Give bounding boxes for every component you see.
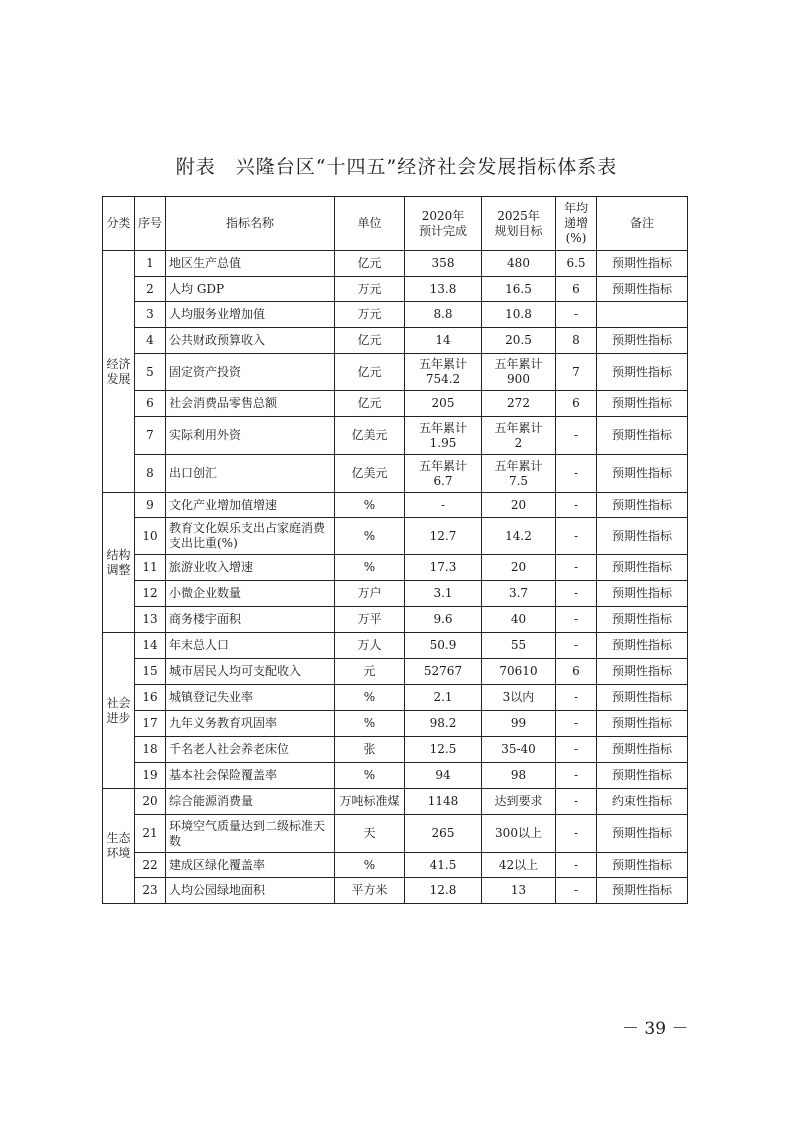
seq-cell: 6 [135, 391, 166, 417]
growth-cell: - [556, 815, 597, 853]
value-2020-cell: 13.8 [405, 277, 482, 302]
note-cell: 约束性指标 [597, 789, 688, 815]
seq-cell: 23 [135, 878, 166, 904]
unit-cell: 张 [335, 737, 405, 763]
seq-cell: 2 [135, 277, 166, 302]
table-row [103, 878, 688, 904]
growth-cell: - [556, 518, 597, 555]
value-2025-cell: 20 [482, 555, 556, 581]
note-cell: 预期性指标 [597, 277, 688, 302]
unit-cell: 亿元 [335, 251, 405, 277]
name-cell: 九年义务教育巩固率 [166, 711, 335, 737]
note-cell: 预期性指标 [597, 607, 688, 633]
value-2025-cell: 五年累计 2 [482, 417, 556, 455]
name-cell: 千名老人社会养老床位 [166, 737, 335, 763]
unit-cell: 万平 [335, 607, 405, 633]
note-cell: 预期性指标 [597, 711, 688, 737]
name-cell: 年末总人口 [166, 633, 335, 659]
unit-cell: % [335, 555, 405, 581]
header-seq: 序号 [135, 197, 166, 251]
note-cell: 预期性指标 [597, 455, 688, 493]
value-2020-cell: 9.6 [405, 607, 482, 633]
growth-cell: 6 [556, 277, 597, 302]
name-cell: 固定资产投资 [166, 354, 335, 391]
growth-cell: - [556, 417, 597, 455]
growth-cell: - [556, 878, 597, 904]
unit-cell: 元 [335, 659, 405, 685]
growth-cell: 8 [556, 328, 597, 354]
value-2025-cell: 55 [482, 633, 556, 659]
value-2025-cell: 40 [482, 607, 556, 633]
growth-cell: - [556, 633, 597, 659]
value-2020-cell: 205 [405, 391, 482, 417]
table-body [103, 251, 688, 904]
name-cell: 城市居民人均可支配收入 [166, 659, 335, 685]
note-cell [597, 302, 688, 328]
seq-cell: 11 [135, 555, 166, 581]
name-cell: 公共财政预算收入 [166, 328, 335, 354]
table-row [103, 493, 688, 518]
header-category: 分类 [103, 197, 135, 251]
value-2025-cell: 70610 [482, 659, 556, 685]
table-row [103, 555, 688, 581]
name-cell: 环境空气质量达到二级标准天数 [166, 815, 335, 853]
value-2020-cell: 五年累计 6.7 [405, 455, 482, 493]
category-label: 环境 [106, 846, 131, 860]
seq-cell: 1 [135, 251, 166, 277]
growth-cell: 7 [556, 354, 597, 391]
value-2020-cell: 41.5 [405, 853, 482, 878]
value-2020-cell: 2.1 [405, 685, 482, 711]
note-cell: 预期性指标 [597, 518, 688, 555]
seq-cell: 17 [135, 711, 166, 737]
seq-cell: 14 [135, 633, 166, 659]
header-name: 指标名称 [166, 197, 335, 251]
table-row [103, 581, 688, 607]
seq-cell: 20 [135, 789, 166, 815]
note-cell: 预期性指标 [597, 493, 688, 518]
value-2020-cell: 1148 [405, 789, 482, 815]
category-label: 社会 [106, 695, 131, 710]
note-cell: 预期性指标 [597, 853, 688, 878]
seq-cell: 16 [135, 685, 166, 711]
unit-cell: 万户 [335, 581, 405, 607]
header-note: 备注 [597, 197, 688, 251]
growth-cell: - [556, 763, 597, 789]
value-2020-cell: 五年累计 754.2 [405, 354, 482, 391]
growth-cell: - [556, 711, 597, 737]
value-2020-cell: 五年累计 1.95 [405, 417, 482, 455]
name-cell: 实际利用外资 [166, 417, 335, 455]
name-cell: 地区生产总值 [166, 251, 335, 277]
table-row [103, 328, 688, 354]
table-row [103, 711, 688, 737]
value-2020-cell: 50.9 [405, 633, 482, 659]
header-growth: 年均 递增 (%) [556, 197, 597, 251]
value-2020-cell: 3.1 [405, 581, 482, 607]
value-2025-cell: 13 [482, 878, 556, 904]
value-2025-cell: 五年累计 7.5 [482, 455, 556, 493]
seq-cell: 19 [135, 763, 166, 789]
value-2025-cell: 35-40 [482, 737, 556, 763]
category-label: 调整 [106, 562, 131, 577]
name-cell: 人均 GDP [166, 277, 335, 302]
category-cell [103, 251, 135, 493]
table-row [103, 633, 688, 659]
value-2025-cell: 14.2 [482, 518, 556, 555]
unit-cell: 万元 [335, 277, 405, 302]
page-title: 附表 兴隆台区“十四五”经济社会发展指标体系表 [175, 156, 618, 178]
value-2020-cell: 98.2 [405, 711, 482, 737]
note-cell: 预期性指标 [597, 391, 688, 417]
unit-cell: 万元 [335, 302, 405, 328]
table-row [103, 789, 688, 815]
value-2025-cell: 99 [482, 711, 556, 737]
value-2025-cell: 20.5 [482, 328, 556, 354]
unit-cell: 亿元 [335, 391, 405, 417]
note-cell: 预期性指标 [597, 878, 688, 904]
growth-cell: - [556, 493, 597, 518]
table-row [103, 518, 688, 555]
value-2020-cell: 14 [405, 328, 482, 354]
note-cell: 预期性指标 [597, 763, 688, 789]
growth-cell: - [556, 685, 597, 711]
value-2020-cell: 17.3 [405, 555, 482, 581]
unit-cell: 亿元 [335, 328, 405, 354]
name-cell: 人均公园绿地面积 [166, 878, 335, 904]
growth-cell: - [556, 455, 597, 493]
indicator-table [102, 196, 688, 904]
growth-cell: 6 [556, 391, 597, 417]
growth-cell: - [556, 607, 597, 633]
name-cell: 综合能源消费量 [166, 789, 335, 815]
growth-cell: - [556, 302, 597, 328]
value-2020-cell: 358 [405, 251, 482, 277]
growth-cell: - [556, 853, 597, 878]
value-2020-cell: 52767 [405, 659, 482, 685]
seq-cell: 4 [135, 328, 166, 354]
value-2025-cell: 3.7 [482, 581, 556, 607]
table-row [103, 417, 688, 455]
category-label: 发展 [106, 371, 131, 386]
category-label: 进步 [106, 710, 131, 725]
growth-cell: 6 [556, 659, 597, 685]
name-cell: 人均服务业增加值 [166, 302, 335, 328]
category-label: 结构 [106, 547, 131, 562]
table-row [103, 763, 688, 789]
name-cell: 旅游业收入增速 [166, 555, 335, 581]
growth-cell: - [556, 789, 597, 815]
note-cell: 预期性指标 [597, 251, 688, 277]
name-cell: 建成区绿化覆盖率 [166, 853, 335, 878]
table-row [103, 277, 688, 302]
unit-cell: 天 [335, 815, 405, 853]
growth-cell: - [556, 555, 597, 581]
seq-cell: 10 [135, 518, 166, 555]
value-2025-cell: 20 [482, 493, 556, 518]
unit-cell: 万吨标准煤 [335, 789, 405, 815]
seq-cell: 21 [135, 815, 166, 853]
value-2025-cell: 五年累计 900 [482, 354, 556, 391]
value-2025-cell: 达到要求 [482, 789, 556, 815]
unit-cell: % [335, 711, 405, 737]
value-2020-cell: 12.8 [405, 878, 482, 904]
name-cell: 城镇登记失业率 [166, 685, 335, 711]
category-label: 生态 [106, 831, 131, 845]
name-cell: 教育文化娱乐支出占家庭消费支出比重(%) [166, 518, 335, 555]
note-cell: 预期性指标 [597, 685, 688, 711]
value-2025-cell: 42以上 [482, 853, 556, 878]
header-row [103, 197, 688, 251]
seq-cell: 7 [135, 417, 166, 455]
value-2025-cell: 300以上 [482, 815, 556, 853]
value-2020-cell: 265 [405, 815, 482, 853]
name-cell: 社会消费品零售总额 [166, 391, 335, 417]
table-row [103, 302, 688, 328]
name-cell: 商务楼宇面积 [166, 607, 335, 633]
note-cell: 预期性指标 [597, 815, 688, 853]
growth-cell: - [556, 737, 597, 763]
unit-cell: % [335, 685, 405, 711]
table-row [103, 853, 688, 878]
page-number: － 39 － [622, 1019, 689, 1039]
note-cell: 预期性指标 [597, 417, 688, 455]
header-2020: 2020年 预计完成 [405, 197, 482, 251]
seq-cell: 12 [135, 581, 166, 607]
table-row [103, 391, 688, 417]
category-label: 经济 [106, 356, 131, 371]
note-cell: 预期性指标 [597, 328, 688, 354]
note-cell: 预期性指标 [597, 581, 688, 607]
seq-cell: 22 [135, 853, 166, 878]
value-2020-cell: 12.5 [405, 737, 482, 763]
unit-cell: 平方米 [335, 878, 405, 904]
table-row [103, 815, 688, 853]
value-2025-cell: 272 [482, 391, 556, 417]
unit-cell: % [335, 763, 405, 789]
table-row [103, 607, 688, 633]
table-row [103, 455, 688, 493]
value-2020-cell: 12.7 [405, 518, 482, 555]
value-2025-cell: 10.8 [482, 302, 556, 328]
seq-cell: 3 [135, 302, 166, 328]
value-2020-cell: - [405, 493, 482, 518]
note-cell: 预期性指标 [597, 555, 688, 581]
note-cell: 预期性指标 [597, 354, 688, 391]
unit-cell: 亿元 [335, 354, 405, 391]
unit-cell: % [335, 493, 405, 518]
table-row [103, 659, 688, 685]
value-2025-cell: 3以内 [482, 685, 556, 711]
name-cell: 小微企业数量 [166, 581, 335, 607]
seq-cell: 8 [135, 455, 166, 493]
growth-cell: - [556, 581, 597, 607]
table-row [103, 354, 688, 391]
name-cell: 文化产业增加值增速 [166, 493, 335, 518]
category-cell [103, 493, 135, 633]
note-cell: 预期性指标 [597, 633, 688, 659]
unit-cell: 亿美元 [335, 417, 405, 455]
header-2025: 2025年 规划目标 [482, 197, 556, 251]
unit-cell: 万人 [335, 633, 405, 659]
seq-cell: 15 [135, 659, 166, 685]
unit-cell: % [335, 853, 405, 878]
table-row [103, 251, 688, 277]
growth-cell: 6.5 [556, 251, 597, 277]
value-2020-cell: 8.8 [405, 302, 482, 328]
seq-cell: 18 [135, 737, 166, 763]
table-row [103, 685, 688, 711]
value-2020-cell: 94 [405, 763, 482, 789]
note-cell: 预期性指标 [597, 737, 688, 763]
value-2025-cell: 480 [482, 251, 556, 277]
name-cell: 出口创汇 [166, 455, 335, 493]
category-cell [103, 789, 135, 904]
seq-cell: 9 [135, 493, 166, 518]
seq-cell: 13 [135, 607, 166, 633]
unit-cell: % [335, 518, 405, 555]
name-cell: 基本社会保险覆盖率 [166, 763, 335, 789]
value-2025-cell: 98 [482, 763, 556, 789]
seq-cell: 5 [135, 354, 166, 391]
value-2025-cell: 16.5 [482, 277, 556, 302]
header-unit: 单位 [335, 197, 405, 251]
table-row [103, 737, 688, 763]
unit-cell: 亿美元 [335, 455, 405, 493]
category-cell [103, 633, 135, 789]
note-cell: 预期性指标 [597, 659, 688, 685]
